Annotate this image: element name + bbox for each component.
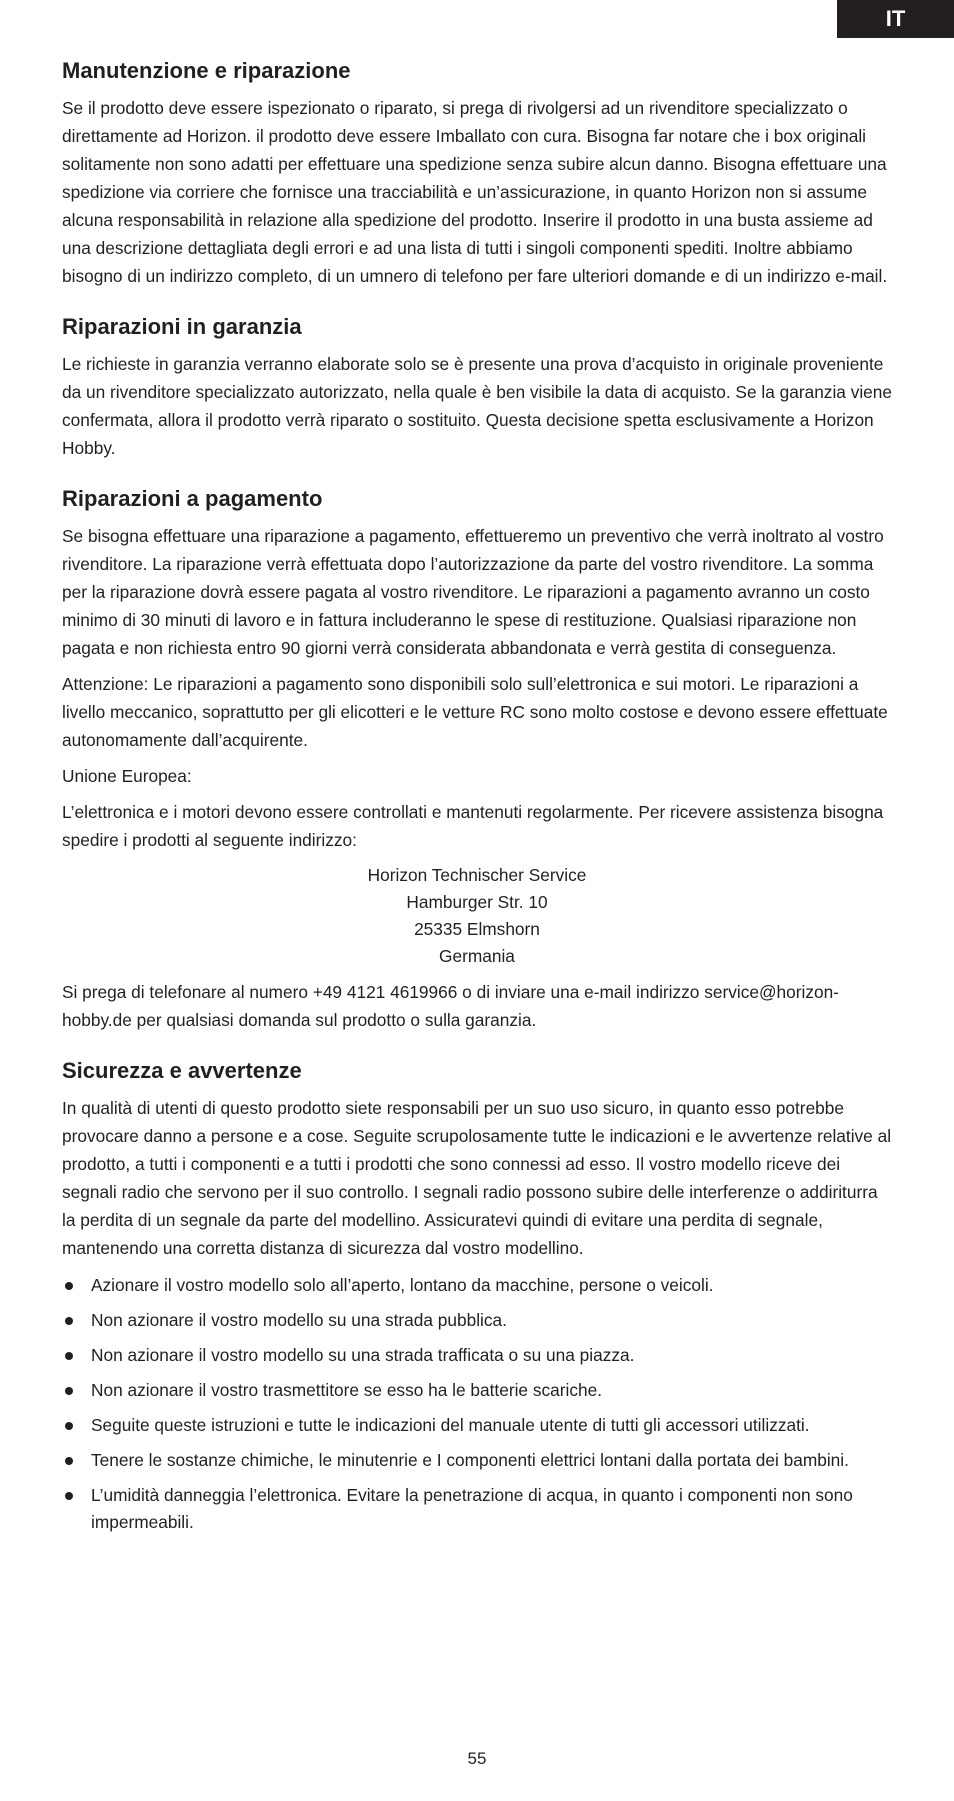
paragraph: Unione Europea:	[62, 766, 192, 786]
address-line: Germania	[439, 946, 515, 966]
bullet-icon	[65, 1387, 73, 1395]
safety-bullet-list	[62, 1272, 892, 1536]
list-item	[62, 1377, 892, 1404]
list-item-text: L’umidità danneggia l’elettronica. Evitare la penetrazione di acqua, in quanto i componenti non sono impermeabili.	[91, 1485, 853, 1532]
section-paid-repairs	[62, 484, 892, 1034]
list-item	[62, 1307, 892, 1334]
paragraph: Attenzione: Le riparazioni a pagamento sono disponibili solo sull’elettronica e sui motori. Le riparazioni a livello meccanico, soprattutto per gli elicotteri e le vetture RC sono molto costose e devono essere effettuate autonomamente dall’acquirente.	[62, 674, 888, 750]
bullet-icon	[65, 1422, 73, 1430]
section-title: Riparazioni a pagamento	[62, 486, 323, 511]
section-safety	[62, 1056, 892, 1536]
page-content	[62, 56, 892, 1558]
list-item	[62, 1412, 892, 1439]
section-maintenance	[62, 56, 892, 290]
list-item-text: Tenere le sostanze chimiche, le minutenrie e I componenti elettrici lontani dalla portata dei bambini.	[91, 1450, 849, 1470]
list-item-text: Non azionare il vostro modello su una strada pubblica.	[91, 1310, 507, 1330]
paragraph: Se il prodotto deve essere ispezionato o riparato, si prega di rivolgersi ad un rivenditore specializzato o direttamente ad Horizon. il prodotto deve essere Imballato con cura. Bisogna far notare che i box originali solitamente non sono adatti per effettuare una spedizione senza subire alcun danno. Bisogna effettuare una spedizione via corriere che fornisce una tracciabilità e un’assicurazione, in quanto Horizon non si assume alcuna responsabilità in relazione alla spedizione del prodotto. Inserire il prodotto in una busta assieme ad una descrizione dettagliata degli errori e ad una lista di tutti i singoli componenti spediti. Inoltre abbiamo bisogno di un indirizzo completo, di un umnero di telefono per fare ulteriori domande e di un indirizzo e-mail.	[62, 98, 888, 286]
address-line: Horizon Technischer Service	[367, 865, 587, 885]
list-item-text: Non azionare il vostro modello su una strada trafficata o su una piazza.	[91, 1345, 635, 1365]
list-item-text: Azionare il vostro modello solo all’aperto, lontano da macchine, persone o veicoli.	[91, 1275, 714, 1295]
bullet-icon	[65, 1492, 73, 1500]
paragraph: In qualità di utenti di questo prodotto siete responsabili per un suo uso sicuro, in quanto esso potrebbe provocare danno a persone e a cose. Seguite scrupolosamente tutte le indicazioni e le avvertenze relative al prodotto, a tutti i componenti e a tutti i prodotti che sono connessi ad esso. Il vostro modello riceve dei segnali radio che servono per il suo controllo. I segnali radio possono subire delle interferenze o addiriturra la perdita di un segnale da parte del modellino. Assicuratevi quindi di evitare una perdita di segnale, mantenendo una corretta distanza di sicurezza dal vostro modellino.	[62, 1098, 892, 1258]
paragraph: Si prega di telefonare al numero +49 4121 4619966 o di inviare una e-mail indirizzo service@horizon-hobby.de per qualsiasi domanda sul prodotto o sulla garanzia.	[62, 982, 839, 1030]
bullet-icon	[65, 1317, 73, 1325]
section-title: Sicurezza e avvertenze	[62, 1058, 302, 1083]
paragraph: L’elettronica e i motori devono essere controllati e mantenuti regolarmente. Per ricevere assistenza bisogna spedire i prodotti al seguente indirizzo:	[62, 802, 884, 850]
section-title: Manutenzione e riparazione	[62, 58, 351, 83]
language-tab: IT	[837, 0, 954, 38]
service-address	[62, 862, 892, 970]
section-title: Riparazioni in garanzia	[62, 314, 302, 339]
bullet-icon	[65, 1457, 73, 1465]
address-line: 25335 Elmshorn	[414, 919, 540, 939]
bullet-icon	[65, 1352, 73, 1360]
paragraph: Se bisogna effettuare una riparazione a pagamento, effettueremo un preventivo che verrà inoltrato al vostro rivenditore. La riparazione verrà effettuata dopo l’autorizzazione da parte del vostro rivenditore. La somma per la riparazione dovrà essere pagata al vostro rivenditore. Le riparazioni a pagamento avranno un costo minimo di 30 minuti di lavoro e in fattura includeranno le spese di restituzione. Qualsiasi riparazione non pagata e non richiesta entro 90 giorni verrà considerata abbandonata e verrà gestita di conseguenza.	[62, 526, 884, 658]
page-number: 55	[467, 1749, 487, 1768]
paragraph: Le richieste in garanzia verranno elaborate solo se è presente una prova d’acquisto in originale proveniente da un rivenditore specializzato autorizzato, nella quale è ben visibile la data di acquisto. Se la garanzia viene confermata, allora il prodotto verrà riparato o sostituito. Questa decisione spetta esclusivamente a Horizon Hobby.	[62, 354, 893, 458]
list-item	[62, 1342, 892, 1369]
section-warranty	[62, 312, 892, 462]
bullet-icon	[65, 1282, 73, 1290]
list-item	[62, 1272, 892, 1299]
list-item-text: Non azionare il vostro trasmettitore se esso ha le batterie scariche.	[91, 1380, 602, 1400]
address-line: Hamburger Str. 10	[406, 892, 548, 912]
list-item	[62, 1482, 892, 1536]
list-item	[62, 1447, 892, 1474]
list-item-text: Seguite queste istruzioni e tutte le indicazioni del manuale utente di tutti gli accessori utilizzati.	[91, 1415, 810, 1435]
